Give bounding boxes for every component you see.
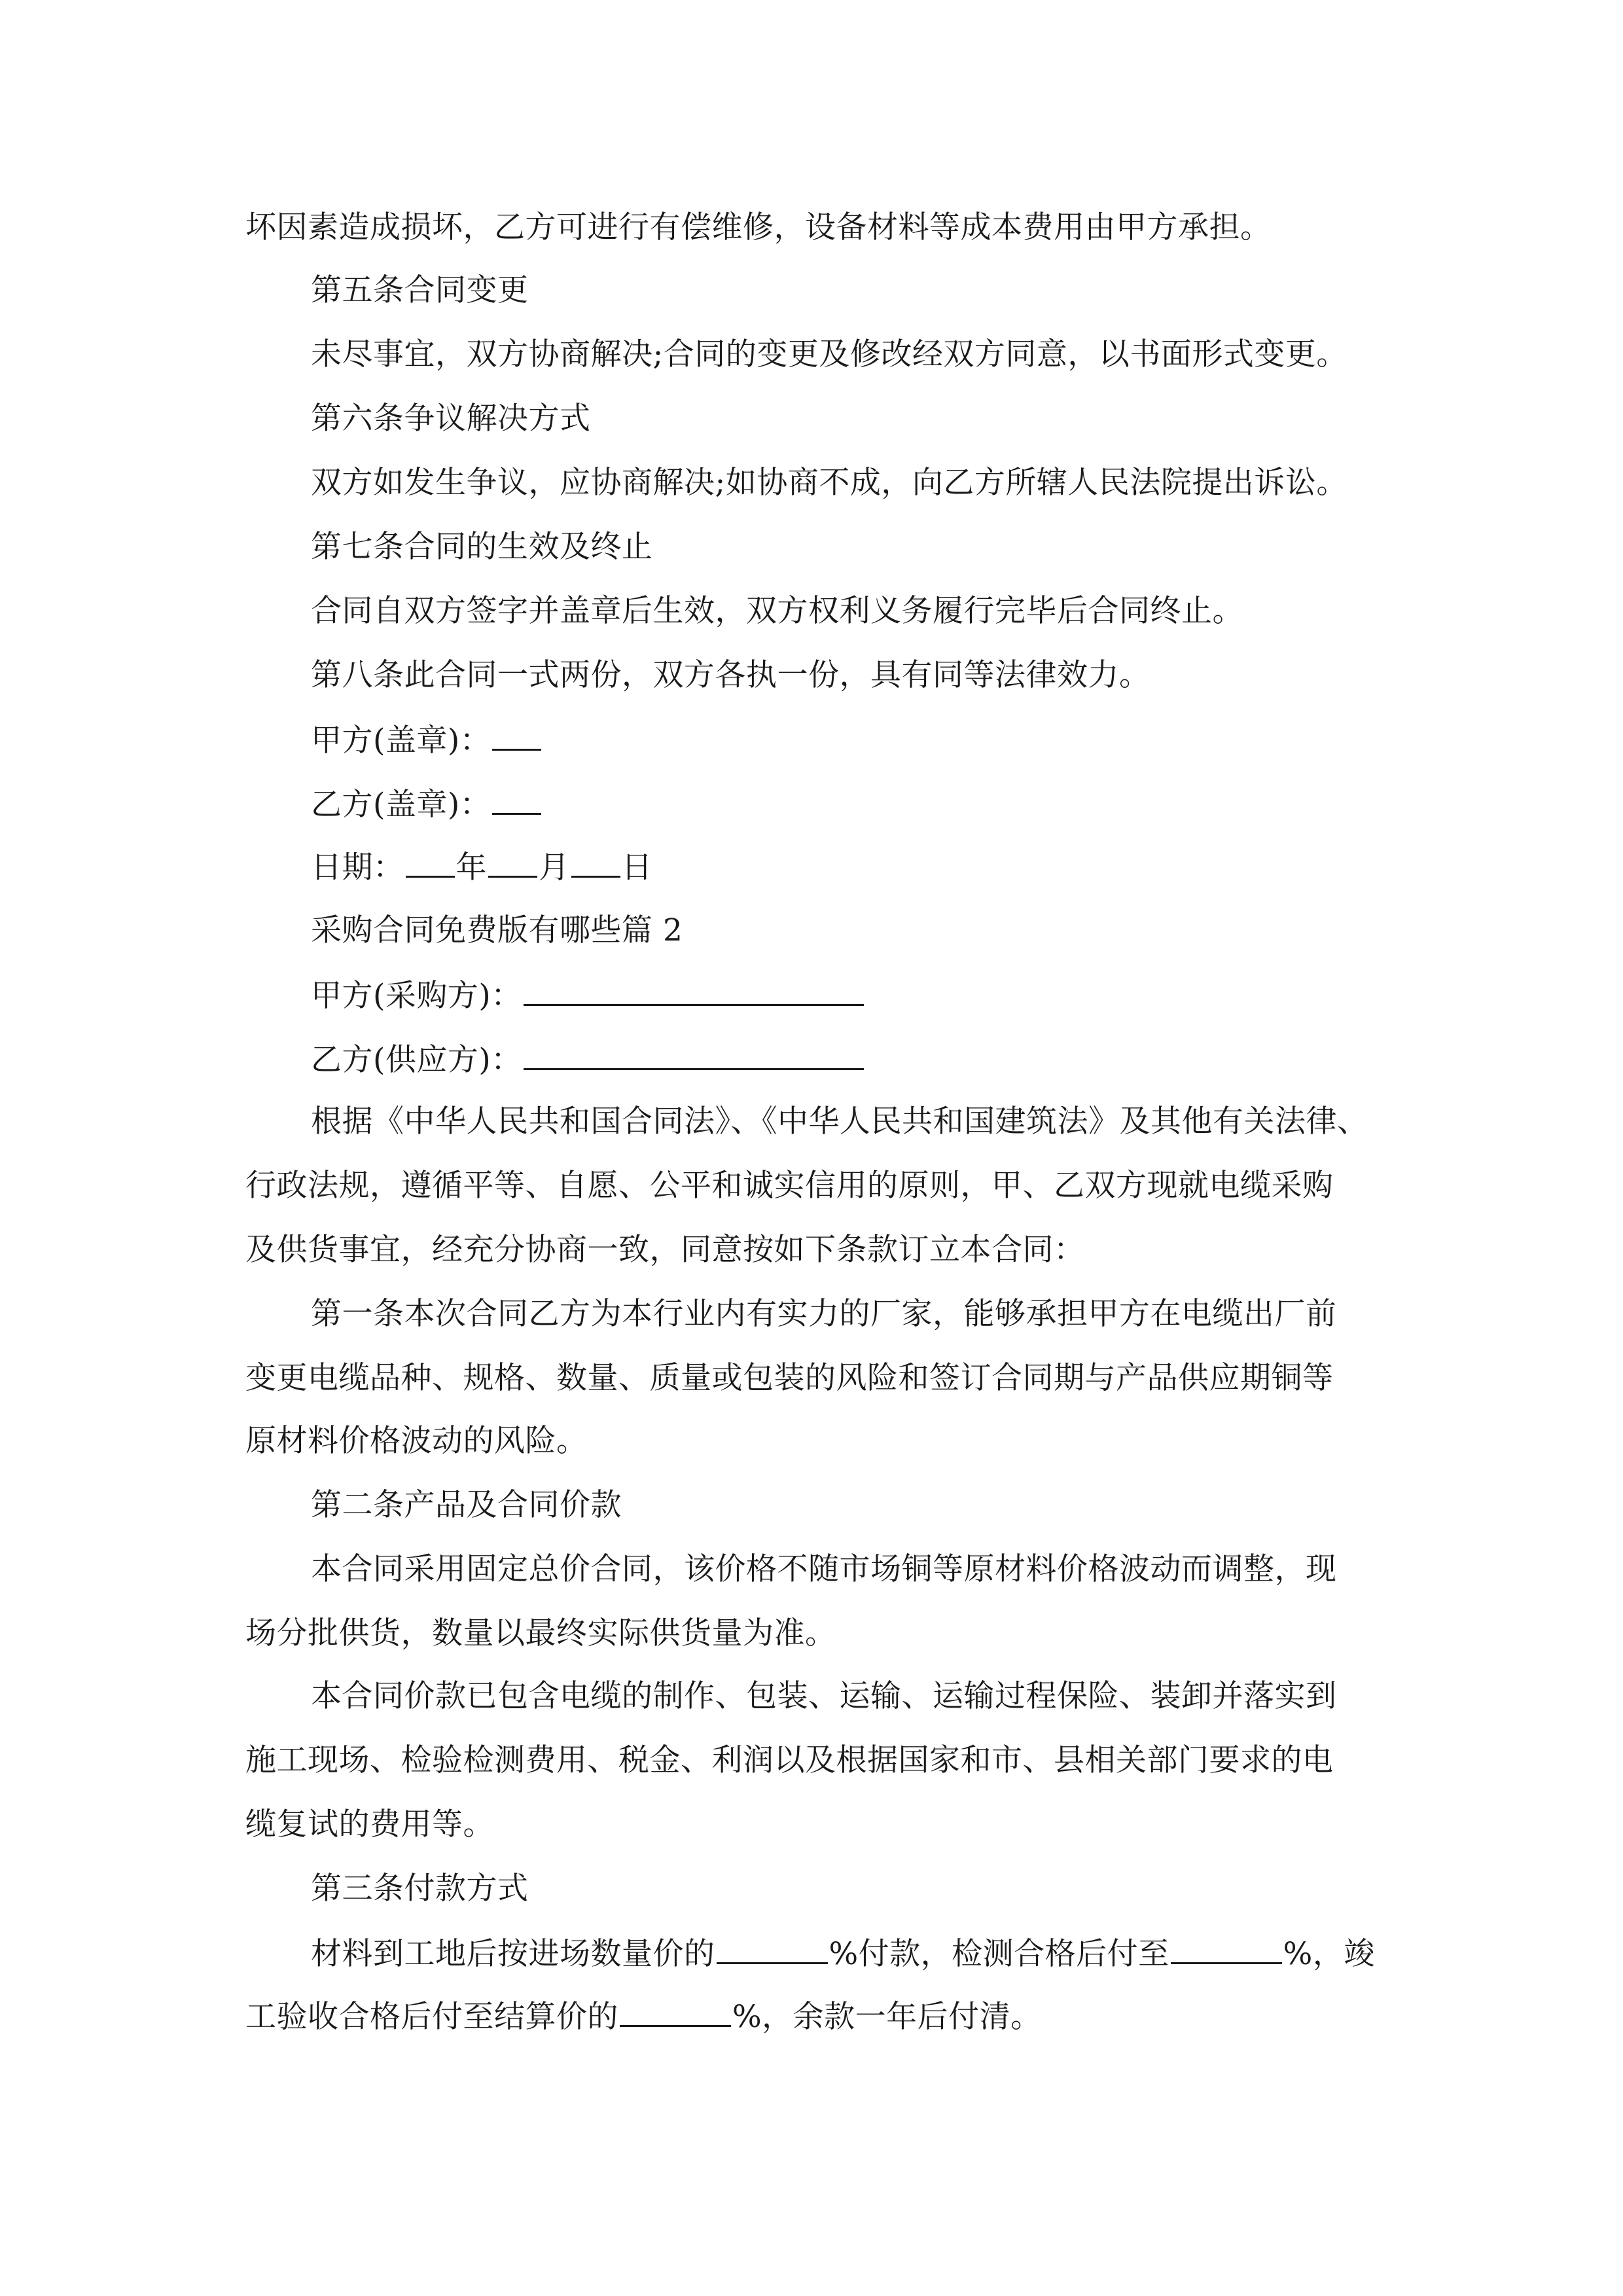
article1-line: 原材料价格波动的风险。: [245, 1423, 588, 1459]
payment-text: %，竣: [1283, 1936, 1375, 1972]
article1-line: 变更电缆品种、规格、数量、质量或包装的风险和签订合同期与产品供应期铜等: [245, 1360, 1334, 1396]
date-year-blank[interactable]: [406, 847, 455, 878]
party-b-seal-label: 乙方(盖章)：: [311, 787, 491, 823]
date-year-label: 年: [455, 850, 487, 886]
date-day-blank[interactable]: [571, 847, 620, 878]
paragraph-line: 未尽事宜，双方协商解决;合同的变更及修改经双方同意，以书面形式变更。: [311, 336, 1347, 372]
payment-line-1: [311, 1933, 1375, 1974]
party-a-seal-blank[interactable]: [492, 720, 541, 751]
date-row: [311, 847, 652, 888]
article6-heading: 第六条争议解决方式: [311, 401, 591, 437]
payment-text: 工验收合格后付至结算价的: [245, 1999, 618, 2035]
party-b-seal-row: [311, 784, 543, 825]
party-b-supplier-row: [311, 1039, 865, 1080]
party-a-buyer-label: 甲方(采购方)：: [311, 978, 522, 1014]
date-month-label: 月: [539, 850, 570, 886]
article2-p1-line: 场分批供货，数量以最终实际供货量为准。: [245, 1615, 836, 1651]
paragraph-line: 合同自双方签字并盖章后生效，双方权利义务履行完毕后合同终止。: [311, 593, 1243, 629]
party-b-supplier-blank[interactable]: [524, 1039, 864, 1070]
party-a-buyer-row: [311, 975, 865, 1016]
party-b-supplier-label: 乙方(供应方)：: [311, 1042, 522, 1078]
party-b-seal-blank[interactable]: [492, 784, 541, 815]
party-a-seal-row: [311, 720, 543, 761]
date-label: 日期：: [311, 850, 404, 886]
article2-p2-line: 缆复试的费用等。: [245, 1806, 494, 1842]
paragraph-line: 坏因素造成损坏，乙方可进行有偿维修，设备材料等成本费用由甲方承担。: [245, 209, 1272, 245]
date-month-blank[interactable]: [488, 847, 537, 878]
article2-p2-line: 施工现场、检验检测费用、税金、利润以及根据国家和市、县相关部门要求的电: [245, 1742, 1334, 1778]
payment-text: 材料到工地后按进场数量价的: [311, 1936, 715, 1972]
article2-p2-line: 本合同价款已包含电缆的制作、包装、运输、运输过程保险、装卸并落实到: [311, 1678, 1337, 1714]
payment-percent-blank-3[interactable]: [620, 1996, 731, 2027]
payment-line-2: [245, 1996, 1042, 2037]
party-a-buyer-blank[interactable]: [524, 975, 864, 1006]
party-a-seal-label: 甲方(盖章)：: [311, 723, 491, 759]
article1-line: 第一条本次合同乙方为本行业内有实力的厂家，能够承担甲方在电缆出厂前: [311, 1296, 1337, 1332]
article7-heading: 第七条合同的生效及终止: [311, 529, 653, 565]
intro-line: 行政法规，遵循平等、自愿、公平和诚实信用的原则，甲、乙双方现就电缆采购: [245, 1168, 1334, 1204]
intro-line: 及供货事宜，经充分协商一致，同意按如下条款订立本合同：: [245, 1232, 1085, 1268]
payment-text: %，余款一年后付清。: [732, 1999, 1042, 2035]
paragraph-line: 双方如发生争议，应协商解决;如协商不成，向乙方所辖人民法院提出诉讼。: [311, 465, 1347, 501]
article3-heading: 第三条付款方式: [311, 1871, 529, 1907]
payment-percent-blank-1[interactable]: [717, 1933, 828, 1964]
payment-text: %付款，检测合格后付至: [829, 1936, 1169, 1972]
section2-title: 采购合同免费版有哪些篇 2: [311, 912, 683, 948]
article5-heading: 第五条合同变更: [311, 272, 529, 308]
date-day-label: 日: [621, 850, 652, 886]
intro-line: 根据《中华人民共和国合同法》、《中华人民共和国建筑法》及其他有关法律、: [311, 1103, 1368, 1139]
article8-line: 第八条此合同一式两份，双方各执一份，具有同等法律效力。: [311, 657, 1150, 693]
article2-heading: 第二条产品及合同价款: [311, 1487, 622, 1523]
payment-percent-blank-2[interactable]: [1171, 1933, 1282, 1964]
article2-p1-line: 本合同采用固定总价合同，该价格不随市场铜等原材料价格波动而调整，现: [311, 1551, 1337, 1587]
